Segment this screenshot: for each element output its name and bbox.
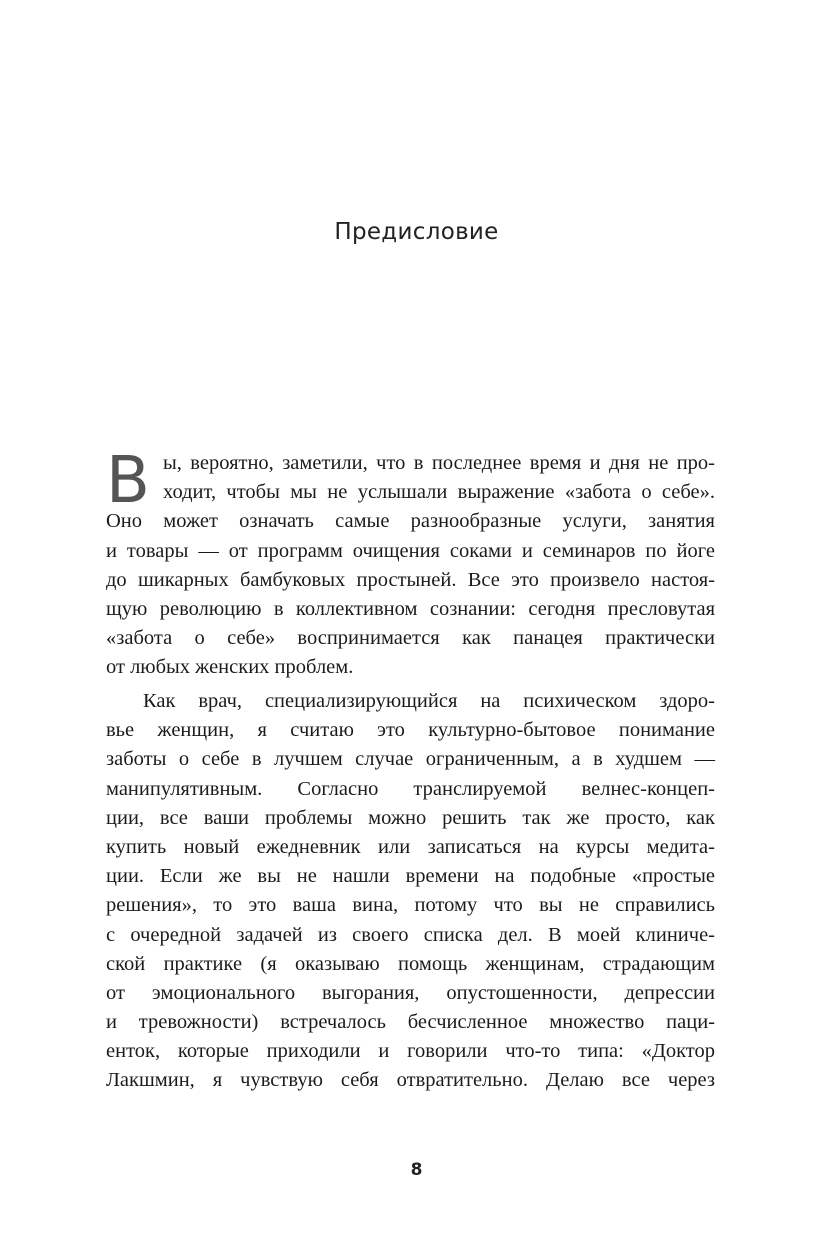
text-line: вье женщин, я считаю это культурно-бытовое понимание: [106, 719, 715, 742]
text-line: и товары — от программ очищения соками и семинаров по йоге: [106, 539, 715, 562]
drop-cap: В: [106, 444, 150, 518]
text-line: ходит, чтобы мы не услышали выражение «забота о себе».: [163, 481, 715, 504]
text-line: Как врач, специализирующийся на психическом здоро-: [143, 690, 715, 712]
text-line: енток, которые приходили и говорили что-то типа: «Доктор: [106, 1040, 715, 1063]
text-line: от любых женских проблем.: [106, 656, 354, 679]
text-line: и тревожности) встречалось бесчисленное множество паци-: [106, 1011, 715, 1034]
text-line: ы, вероятно, заметили, что в последнее время и дня не про-: [163, 452, 715, 474]
text-line: Лакшмин, я чувствую себя отвратительно. Делаю все через: [106, 1069, 715, 1092]
paragraph-2: [106, 687, 715, 1096]
text-line: с очередной задачей из своего списка дел. В моей клиниче-: [106, 923, 715, 946]
text-line: Оно может означать самые разнообразные услуги, занятия: [106, 510, 715, 533]
text-line: «забота о себе» воспринимается как панацея практически: [106, 627, 715, 650]
text-line: купить новый ежедневник или записаться на курсы медита-: [106, 835, 715, 858]
text-line: заботы о себе в лучшем случае ограниченным, а в худшем —: [106, 748, 715, 771]
text-line: от эмоционального выгорания, опустошенности, депрессии: [106, 981, 715, 1004]
paragraph-1: [106, 444, 715, 683]
text-line: манипулятивным. Согласно транслируемой велнес-концеп-: [106, 777, 715, 800]
text-line: до шикарных бамбуковых простыней. Все это произвело настоя-: [106, 568, 715, 591]
text-line: щую революцию в коллективном сознании: сегодня пресловутая: [106, 597, 715, 620]
text-line: ции, все ваши проблемы можно решить так же просто, как: [106, 806, 715, 829]
text-line: решения», то это ваша вина, потому что вы не справились: [106, 894, 715, 917]
chapter-title: Предисловие: [334, 219, 499, 245]
text-line: ции. Если же вы не нашли времени на подобные «простые: [106, 865, 715, 888]
text-line: ской практике (я оказываю помощь женщинам, страдающим: [106, 952, 715, 975]
page-number: 8: [410, 1160, 423, 1180]
